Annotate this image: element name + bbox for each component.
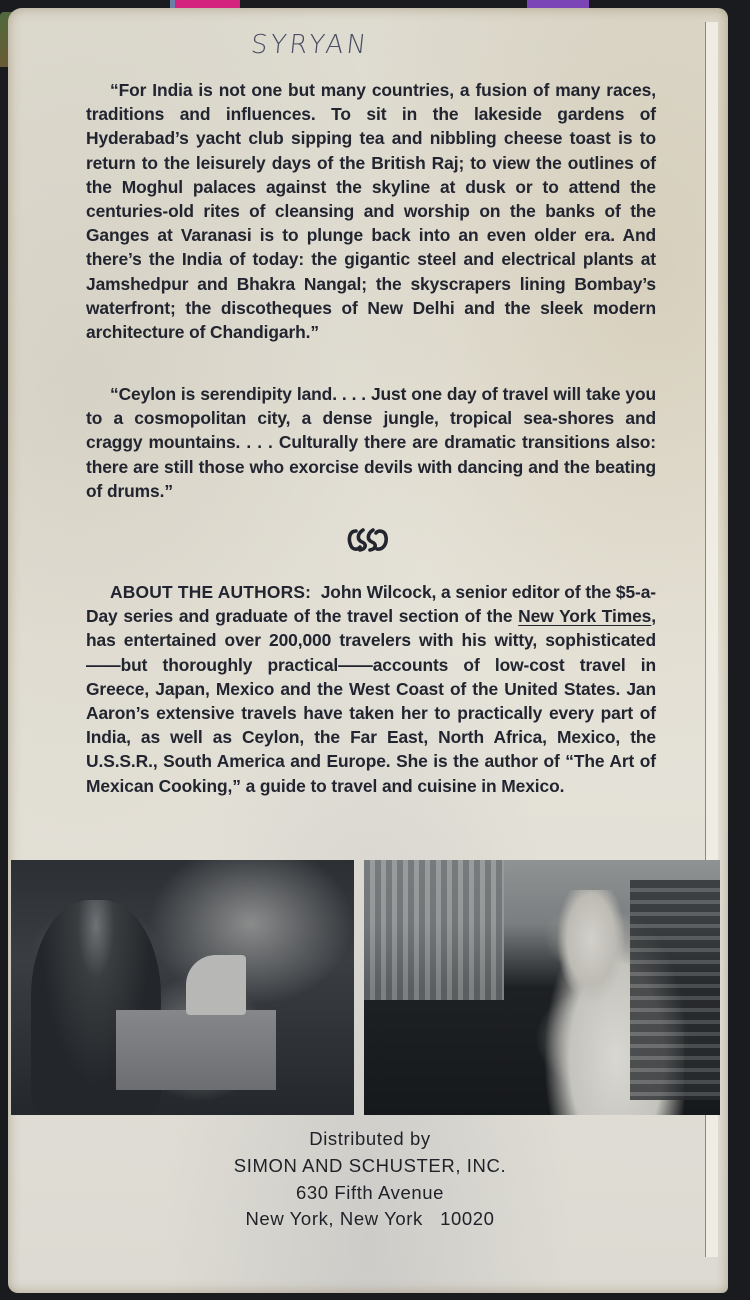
background-book-edge-purple (527, 0, 589, 8)
simon-and-schuster-logo-icon (347, 528, 389, 552)
quote-india-text: “For India is not one but many countries, a fusion of many races, traditions and influences. To sit in the lakeside gardens of Hyderabad’s yacht club sipping tea and nibbling cheese toast is to return to the leisurely days of the British Raj; to view the outlines of the Moghul palaces against the skyline at dusk or to attend the centuries-old rites of cleansing and worship on the banks of the Ganges at Varanasi is to plunge back into an even older era. And there’s the India of today: the gigantic steel and electrical plants at Jamshedpur and Bhakra Nangal; the skyscrapers lining Bombay’s waterfront; the discotheques of New Delhi and the sleek modern architecture of Chandigarh.” (86, 80, 656, 343)
about-text-part1: John Wilcock, a senior editor of the $5-a-Day series and graduate of the travel section of the (86, 582, 656, 627)
handwritten-note: SYRYAN (249, 30, 371, 60)
quote-ceylon-text: “Ceylon is serendipity land. . . . Just one day of travel will take you to a cosmopolitan city, a dense jungle, tropical sea-shores and craggy mountains. . . . Culturally there are dramatic transitions also: there are still those who exorcise devils with dancing and the beating of drums.” (86, 384, 656, 501)
about-heading: ABOUT THE AUTHORS: (110, 582, 312, 602)
distributor-street: 630 Fifth Avenue (295, 1182, 445, 1203)
typewriter-paper (186, 955, 246, 1015)
quote-india (86, 78, 656, 344)
quote-ceylon (86, 382, 656, 503)
typewriter (116, 1010, 276, 1090)
about-text-part2: , has entertained over 200,000 travelers with his witty, sophisticated——but thoroughly practical——accounts of low-cost travel in Greece, Japan, Mexico and the West Coast of the United States. Jan Aaron’s extensive travels have taken her to practically every part of India, as well as Ceylon, the Far East, North Africa, Mexico, the U.S.S.R., South America and Europe. She is the author of “The Art of Mexican Cooking,” a guide to travel and cuisine in Mexico. (86, 606, 656, 796)
distributor-city: New York, New York 10020 (245, 1208, 495, 1229)
about-the-authors (86, 580, 656, 798)
photo-jan-aaron (364, 860, 720, 1115)
woman-figure (534, 890, 684, 1115)
distributor-name: SIMON AND SCHUSTER, INC. (233, 1155, 507, 1176)
distributed-by-label: Distributed by (309, 1128, 431, 1149)
newspaper-name: New York Times (518, 606, 652, 627)
photo-john-wilcock (11, 860, 354, 1115)
